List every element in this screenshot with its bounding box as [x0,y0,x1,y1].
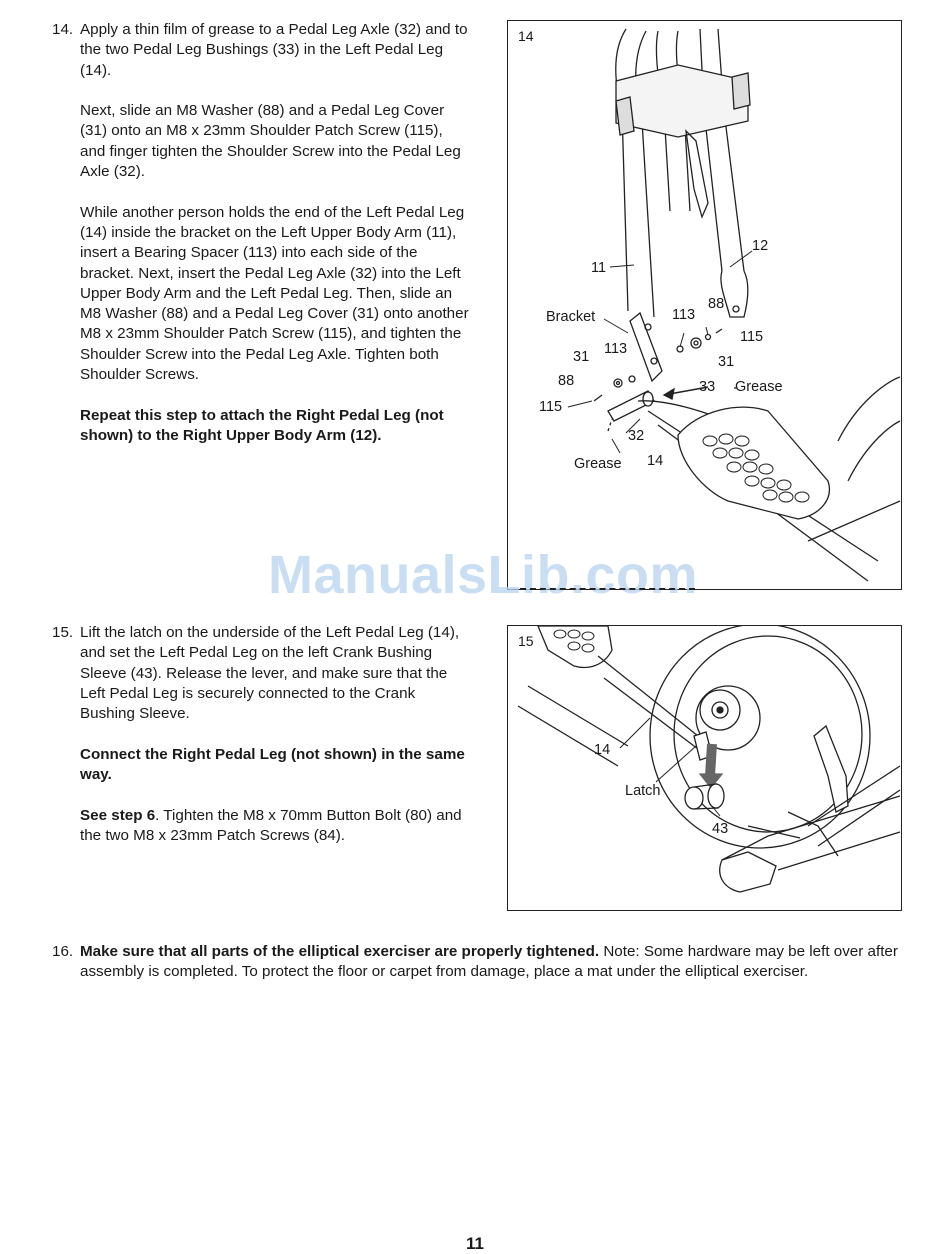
page-number: 11 [466,1234,484,1253]
callout-12: 12 [752,238,769,254]
step-paragraph: Apply a thin film of grease to a Pedal Leg Axle (32) and to the two Pedal Leg Bushings (33) in the Left Pedal Leg (14). [80,21,468,79]
callout-88: 88 [708,296,725,312]
callout-11: 11 [591,260,607,276]
callout-32: 32 [628,428,645,444]
callout-14: 14 [647,453,664,469]
step-note-bold: Make sure that all parts of the elliptical exerciser are properly tightened. [80,943,600,960]
divider [520,588,695,590]
callout-43: 43 [712,821,729,837]
callout-31: 31 [573,349,590,365]
step-paragraph: Next, slide an M8 Washer (88) and a Pedal Leg Cover (31) onto an M8 x 23mm Shoulder Patch Screw (115), and finger tighten the Shoulder Screw into the Pedal Leg Axle (32). [80,102,461,181]
step-paragraph: Lift the latch on the underside of the Left Pedal Leg (14), and set the Left Pedal Leg on the left Crank Bushing Sleeve (43). Release the lever, and make sure that the Left Pedal Leg is securely connected to the Crank Bushing Sleeve. [80,624,460,723]
figure-number: 14 [518,28,534,44]
step-body [80,942,902,983]
crank-latch-illustration [508,626,901,910]
callout-88: 88 [558,373,575,389]
step-paragraph [80,942,902,983]
callout-113: 113 [672,307,696,323]
step-paragraph [80,806,472,847]
step-note-bold: Connect the Right Pedal Leg (not shown) in the same way. [80,745,465,784]
step-paragraph-text: Note: Some hardware may be left over after assembly is completed. To protect the floor or carpet from damage, place a mat under the elliptical exerciser. [80,943,898,981]
callout-grease: Grease [574,456,622,472]
step-body [80,20,472,446]
figure-15 [507,625,902,911]
figure-number: 15 [518,633,534,649]
callout-grease: Grease [735,379,783,395]
step-body [80,623,472,846]
callout-115: 115 [539,399,563,415]
step-paragraph-text: . Tighten the M8 x 70mm Button Bolt (80) and the two M8 x 23mm Patch Screws (84). [80,806,462,844]
callout-bracket: Bracket [546,309,596,325]
step-reference: See step 6 [80,806,156,824]
figure-14 [507,20,902,590]
callout-115: 115 [740,329,764,345]
step-note-bold: Repeat this step to attach the Right Pedal Leg (not shown) to the Right Upper Body Arm (12). [80,406,444,444]
callout-latch: Latch [625,783,661,799]
callout-33: 33 [699,379,716,395]
callout-31: 31 [718,354,735,370]
pedal-leg-assembly-illustration [508,21,901,589]
watermark: ManualsLib.com [268,545,699,605]
callout-14: 14 [594,742,611,758]
step-number: 14. [52,21,74,38]
callout-113: 113 [604,341,628,357]
step-number: 16. [52,943,74,960]
step-number: 15. [52,624,74,641]
step-paragraph: While another person holds the end of the Left Pedal Leg (14) inside the bracket on the Left Upper Body Arm (11), insert a Bearing Spacer (113) into each side of the bracket. Next, insert the Pedal Leg Axle (32) into the Left Upper Body Arm and the Left Pedal Leg. Then, slide an M8 Washer (88) and a Pedal Leg Cover (31) onto another M8 x 23mm Shoulder Patch Screw (115), and tighten the Shoulder Screw into the Pedal Leg Axle. Tighten both Shoulder Screws. [80,203,469,384]
